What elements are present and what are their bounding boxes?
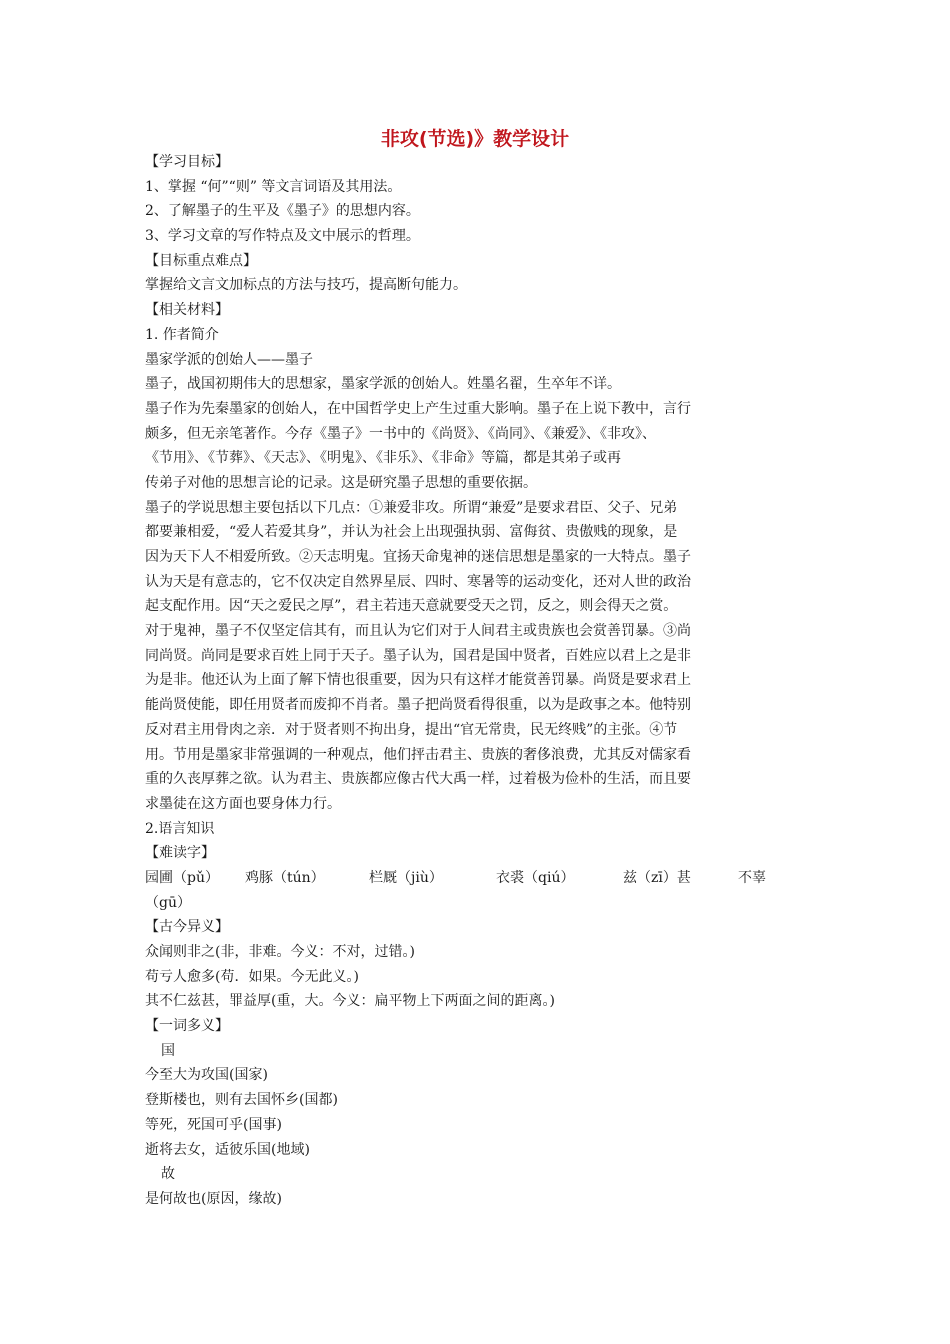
polysemy-example: 登斯楼也，则有去国怀乡(国都) [145,1092,338,1109]
author-para2-line: 反对君主用骨肉之亲．对于贤者则不拘出身，提出“官无常贵，民无终贱”的主张。④节 [145,721,678,738]
goal-item: 3、学习文章的写作特点及文中展示的哲理。 [145,228,420,245]
author-para2-line: 同尚贤。尚同是要求百姓上同于天子。墨子认为，国君是国中贤者，百姓应以君上之是非 [145,647,691,664]
polysemy-example: 是何故也(原因，缘故) [145,1190,282,1207]
hard-words-row [145,866,810,891]
key-points-text: 掌握给文言文加标点的方法与技巧，提高断句能力。 [145,277,467,294]
polysemy-word: 国 [161,1042,175,1059]
author-para2-line: 认为天是有意志的，它不仅决定自然界星辰、四时、寒暑等的运动变化，还对人世的政治 [145,573,691,590]
ancient-modern-item: 众闻则非之(非，非难。今义：不对，过错。) [145,944,415,960]
language-heading: 2.语言知识 [145,820,215,837]
ancient-modern-item: 苟亏人愈多(苟．如果。今无此义。) [145,968,359,985]
author-para2-line: 对于鬼神，墨子不仅坚定信其有，而且认为它们对于人间君主或贵族也会赏善罚暴。③尚 [145,623,691,640]
author-heading: 1. 作者简介 [145,326,219,343]
hard-word: 不辜 [738,869,766,886]
author-para2-line: 起支配作用。因“天之爱民之厚”，君主若违天意就要受天之罚，反之，则会得天之赏。 [145,598,678,615]
author-intro: 墨子，战国初期伟大的思想家，墨家学派的创始人。姓墨名翟，生卒年不详。 [145,376,621,393]
author-para2-line: 用。节用是墨家非常强调的一种观点，他们抨击君主、贵族的奢侈浪费，尤其反对儒家看 [145,746,691,763]
author-para2-line: 重的久丧厚葬之欲。认为君主、贵族都应像古代大禹一样，过着极为俭朴的生活，而且要 [145,771,691,788]
document-body [145,150,810,1212]
author-para2-line: 求墨徒在这方面也要身体力行。 [145,795,341,812]
section-heading-ancient-modern: 【古今异义】 [145,919,229,936]
hard-word: 兹（zī）甚 [623,869,691,886]
author-para2-line: 为是非。他还认为上面了解下情也很重要，因为只有这样才能赏善罚暴。尚贤是要求君上 [145,672,691,689]
polysemy-example: 今至大为攻国(国家) [145,1067,268,1084]
section-heading-materials: 【相关材料】 [145,302,229,319]
author-para1-line: 传弟子对他的思想言论的记录。这是研究墨子思想的重要依据。 [145,474,537,491]
author-para1-line: 颇多，但无亲笔著作。今存《墨子》一书中的《尚贤》、《尚同》、《兼爱》、《非攻》、 [145,425,656,442]
hard-word-continued: （gū） [145,894,191,911]
author-para1-line: 墨子作为先秦墨家的创始人，在中国哲学史上产生过重大影响。墨子在上说下教中，言行 [145,400,691,417]
author-para2-line: 能尚贤使能，即任用贤者而废抑不肖者。墨子把尚贤看得很重，以为是政事之本。他特别 [145,697,691,714]
goal-item: 1、掌握 “何”“则” 等文言词语及其用法。 [145,178,402,195]
section-heading-key-points: 【目标重点难点】 [145,252,257,269]
author-para1-line: 《节用》、《节葬》、《天志》、《明鬼》、《非乐》、《非命》等篇，都是其弟子或再 [145,450,621,467]
hard-word: 鸡豚（tún） [245,869,325,886]
section-heading-polysemy: 【一词多义】 [145,1018,229,1035]
section-heading-hard-words: 【难读字】 [145,845,215,862]
document-title: 非攻(节选)》教学设计 [380,128,570,150]
author-para2-line: 都要兼相爱，“爱人若爱其身”，并认为社会上出现强执弱、富侮贫、贵傲贱的现象，是 [145,524,678,541]
polysemy-word: 故 [161,1166,175,1183]
hard-word: 园圃（pǔ） [145,869,219,886]
polysemy-example: 等死，死国可乎(国事) [145,1116,282,1133]
hard-word: 栏厩（jiù） [369,869,443,886]
author-para2-line: 因为天下人不相爱所致。②天志明鬼。宜扬天命鬼神的迷信思想是墨家的一大特点。墨子 [145,549,691,565]
author-subtitle: 墨家学派的创始人——墨子 [145,351,313,368]
polysemy-example: 逝将去女，适彼乐国(地域) [145,1141,310,1158]
author-para2-line: 墨子的学说思想主要包括以下几点：①兼爱非攻。所谓“兼爱”是要求君臣、父子、兄弟 [145,499,678,516]
ancient-modern-item: 其不仁兹甚，罪益厚(重，大。今义：扁平物上下两面之间的距离。) [145,993,555,1010]
goal-item: 2、了解墨子的生平及《墨子》的思想内容。 [145,203,420,220]
hard-word: 衣裘（qiú） [496,869,575,886]
section-heading-goals: 【学习目标】 [145,154,229,170]
